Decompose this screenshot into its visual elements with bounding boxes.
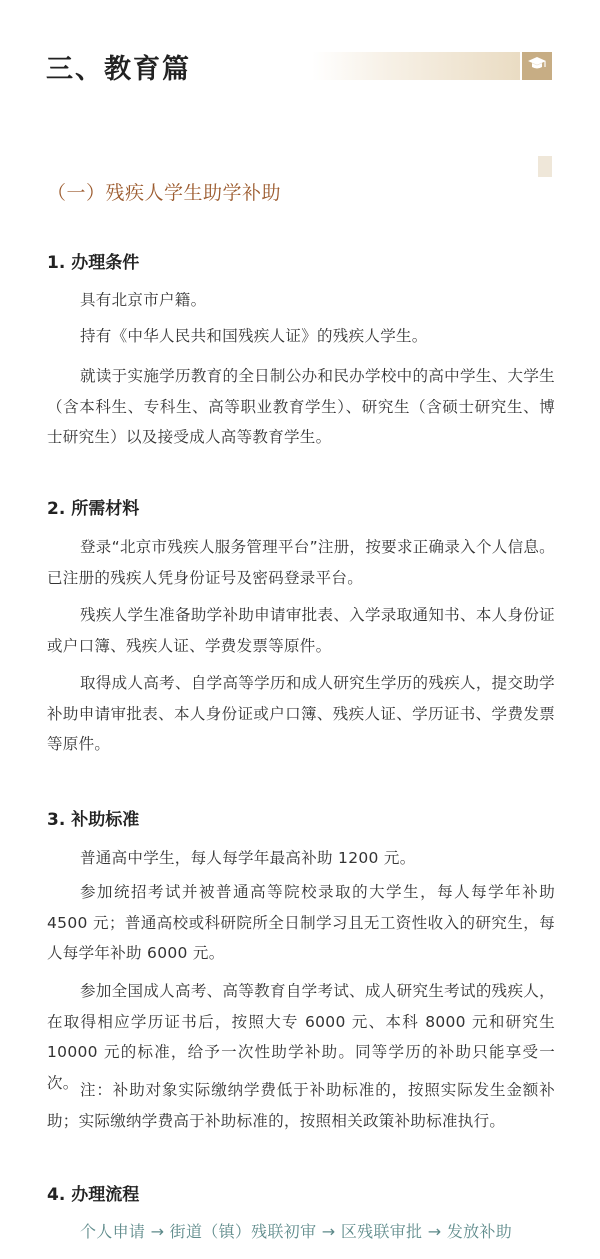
paragraph: 残疾人学生准备助学补助申请审批表、入学录取通知书、本人身份证或户口簿、残疾人证、学费发票等原件。 xyxy=(47,606,555,655)
paragraph: 参加统招考试并被普通高等院校录取的大学生，每人每学年补助4500 元；普通高校或科研院所全日制学习且无工资性收入的研究生，每人每学年补助 6000 元。 xyxy=(47,883,555,962)
paragraph: 取得成人高考、自学高等学历和成人研究生学历的残疾人，提交助学补助申请审批表、本人身份证或户口簿、残疾人证、学历证书、学费发票等原件。 xyxy=(47,674,555,753)
chapter-header xyxy=(0,0,600,130)
paragraph: 普通高中学生，每人每学年最高补助 1200 元。 xyxy=(80,849,416,867)
paragraph: 就读于实施学历教育的全日制公办和民办学校中的高中学生、大学生（含本科生、专科生、高等职业教育学生）、研究生（含硕士研究生、博士研究生）以及接受成人高等教育学生。 xyxy=(47,367,555,446)
paragraph: 具有北京市户籍。 xyxy=(80,291,207,309)
section-title: （一）残疾人学生助学补助 xyxy=(47,182,282,204)
side-tab-marker xyxy=(538,156,552,177)
chapter-header-gradient xyxy=(312,52,520,80)
chapter-title: 三、教育篇 xyxy=(46,54,191,85)
paragraph: 登录“北京市残疾人服务管理平台”注册，按要求正确录入个人信息。已注册的残疾人凭身份证号及密码登录平台。 xyxy=(47,538,555,587)
chapter-badge xyxy=(522,52,552,80)
heading-process: 4. 办理流程 xyxy=(47,1185,140,1205)
process-flow: 个人申请 → 街道（镇）残联初审 → 区残联审批 → 发放补助 xyxy=(80,1222,513,1241)
paragraph: 持有《中华人民共和国残疾人证》的残疾人学生。 xyxy=(80,327,428,345)
heading-conditions: 1. 办理条件 xyxy=(47,253,140,273)
paragraph: 注：补助对象实际缴纳学费低于补助标准的，按照实际发生金额补助；实际缴纳学费高于补助标准的，按照相关政策补助标准执行。 xyxy=(47,1081,555,1130)
heading-materials: 2. 所需材料 xyxy=(47,499,140,519)
graduation-cap-icon xyxy=(527,56,547,76)
heading-standards: 3. 补助标准 xyxy=(47,810,140,830)
paragraph: 参加全国成人高考、高等教育自学考试、成人研究生考试的残疾人，在取得相应学历证书后，按照大专 6000 元、本科 8000 元和研究生10000 元的标准，给予一次性助学补助。同等学历的补助只能享受一次。 xyxy=(47,982,555,1092)
